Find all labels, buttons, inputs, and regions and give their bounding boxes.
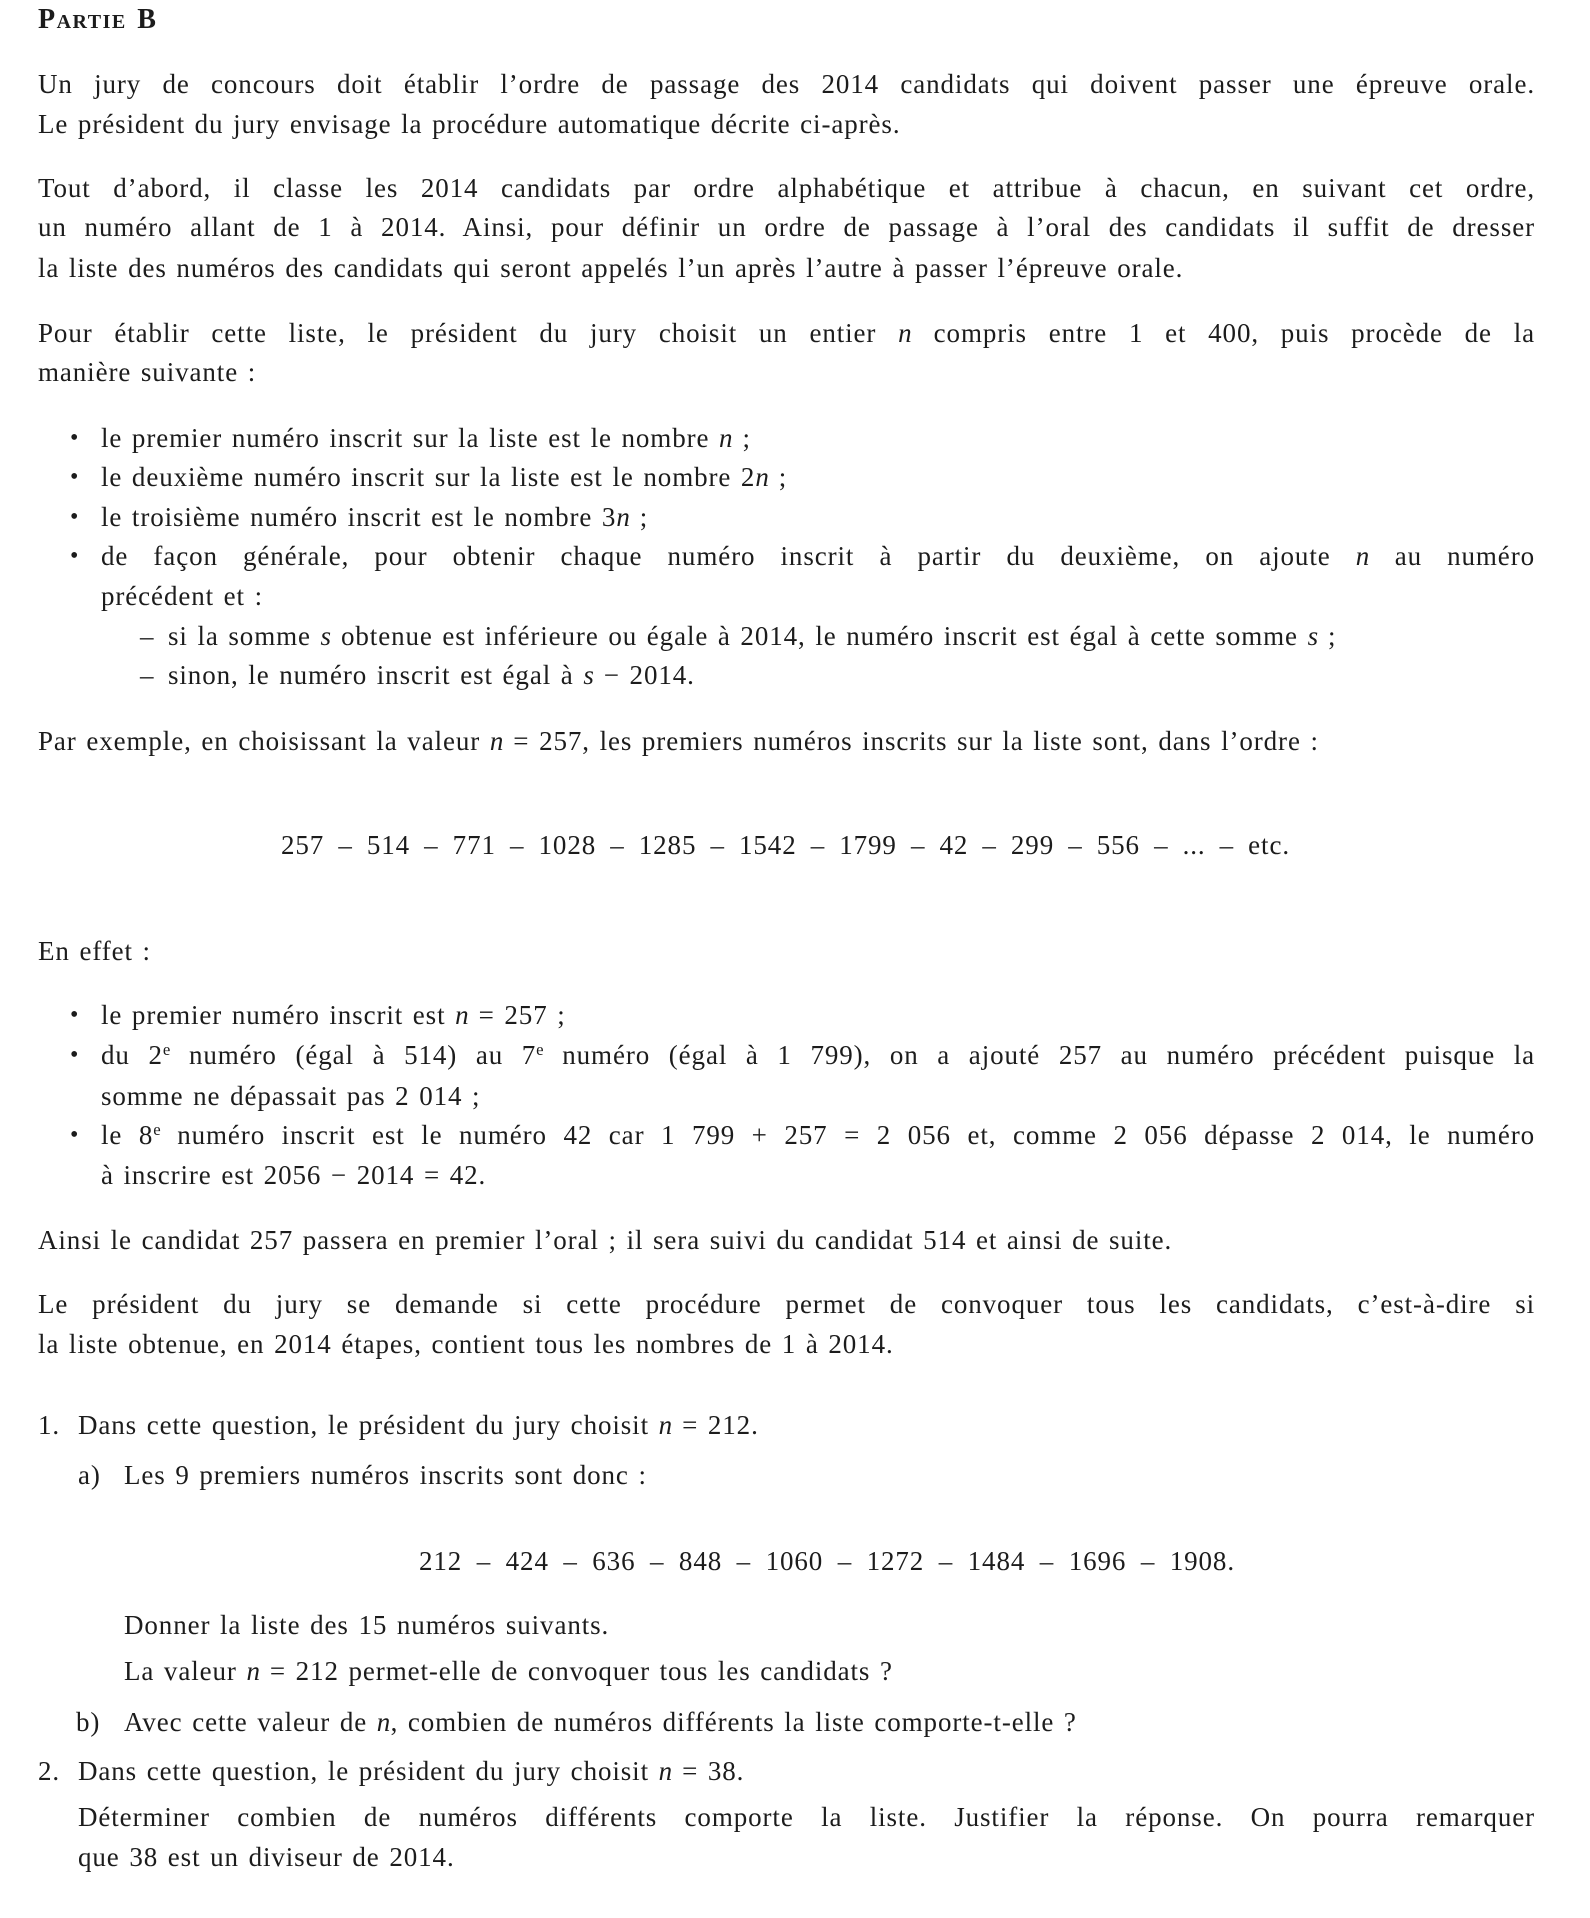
text-segment: numéro (égal à 514) au 7 — [170, 1040, 537, 1070]
bullet-icon: • — [70, 1042, 80, 1068]
list-item-text — [101, 501, 648, 533]
text-segment: = 38. — [672, 1756, 745, 1786]
question-text — [78, 1409, 759, 1441]
list-item-text — [101, 540, 1535, 572]
bullet-icon: • — [70, 425, 80, 451]
text-segment: La valeur — [124, 1656, 247, 1686]
paragraph-line — [38, 211, 1535, 243]
math-variable: n — [719, 423, 733, 453]
text-segment: du 2 — [101, 1040, 163, 1070]
text-segment: la liste des numéros des candidats qui seront appelés l’un après l’autre à passer l’épreuve orale. — [38, 253, 1184, 283]
text-segment: Donner la liste des 15 numéros suivants. — [124, 1610, 610, 1640]
text-segment: Dans cette question, le président du jury choisit — [78, 1756, 659, 1786]
list-item-text — [101, 999, 566, 1031]
list-item-text — [101, 1119, 1535, 1155]
instruction-text — [124, 1655, 893, 1687]
math-variable: n — [755, 462, 770, 492]
text-segment: somme ne dépassait pas 2 014 ; — [101, 1081, 481, 1111]
en-effet-label — [38, 935, 151, 967]
text-segment: précédent et : — [101, 581, 264, 611]
text-segment: Un jury de concours doit établir l’ordre de passage des 2014 candidats qui doivent passer une épreuve orale. — [38, 69, 1535, 99]
paragraph-line — [38, 252, 1183, 284]
text-segment: que 38 est un diviseur de 2014. — [78, 1842, 455, 1872]
instruction-text — [78, 1801, 1535, 1833]
text-segment: Ainsi le candidat 257 passera en premier l’oral ; il sera suivi du candidat 514 et ainsi de suite. — [38, 1225, 1173, 1255]
math-variable: n — [1355, 541, 1370, 571]
math-variable: s — [1307, 621, 1319, 651]
sub-list-item-text — [168, 659, 695, 691]
text-segment: Par exemple, en choisissant la valeur — [38, 726, 490, 756]
question-number: 2. — [38, 1756, 61, 1786]
text-segment: ; — [1318, 621, 1337, 651]
math-variable: n — [658, 1410, 673, 1440]
ordinal-superscript: e — [536, 1039, 544, 1059]
sub-question-text — [124, 1706, 1077, 1738]
sub-question-text — [124, 1459, 647, 1491]
text-segment: sinon, le numéro inscrit est égal à — [168, 660, 584, 690]
conclusion-paragraph — [38, 1224, 1172, 1256]
bullet-icon: • — [70, 504, 80, 530]
list-item-text — [101, 580, 263, 612]
math-variable: n — [246, 1656, 261, 1686]
bullet-icon: • — [70, 543, 80, 569]
instruction-text — [78, 1841, 455, 1873]
text-segment: = 257 ; — [468, 1000, 566, 1030]
text-segment: Les 9 premiers numéros inscrits sont donc : — [124, 1460, 647, 1490]
example-sequence — [281, 829, 1290, 861]
text-segment: le premier numéro inscrit est — [101, 1000, 456, 1030]
text-segment: , combien de numéros différents la liste comporte-t-elle ? — [390, 1707, 1077, 1737]
text-segment: 257 – 514 – 771 – 1028 – 1285 – 1542 – 1799 – 42 – 299 – 556 – ... – etc. — [281, 830, 1290, 860]
bullet-icon: • — [70, 464, 80, 490]
math-variable: n — [376, 1707, 391, 1737]
text-segment: le premier numéro inscrit sur la liste est le nombre — [101, 423, 720, 453]
text-segment: de façon générale, pour obtenir chaque numéro inscrit à partir du deuxième, on ajoute — [101, 541, 1356, 571]
ordinal-superscript: e — [162, 1039, 171, 1059]
ordinal-superscript: e — [153, 1119, 161, 1139]
bullet-icon: • — [70, 1122, 80, 1148]
instruction-text — [124, 1609, 609, 1641]
text-segment: Le président du jury se demande si cette procédure permet de convoquer tous les candidats, c’est-à-dire si — [38, 1289, 1535, 1319]
paragraph-line — [38, 68, 1535, 100]
text-segment: à inscrire est 2056 − 2014 = 42. — [101, 1160, 487, 1190]
text-segment: obtenue est inférieure ou égale à 2014, le numéro inscrit est égal à cette somme — [331, 621, 1308, 651]
paragraph-line — [38, 356, 256, 388]
text-segment: le 8 — [101, 1120, 154, 1150]
text-segment: Déterminer combien de numéros différents comporte la liste. Justifier la réponse. On pourra remarquer — [78, 1802, 1535, 1832]
question-number: 1. — [38, 1410, 61, 1440]
sub-list-item-text — [168, 620, 1336, 652]
question-text — [78, 1755, 744, 1787]
bullet-icon: • — [70, 1002, 80, 1028]
math-variable: s — [320, 621, 332, 651]
math-variable: n — [489, 726, 504, 756]
paragraph-line — [38, 172, 1535, 204]
list-item-text — [101, 1159, 486, 1191]
text-segment: un numéro allant de 1 à 2014. Ainsi, pour définir un ordre de passage à l’oral des candidats il suffit de dresser — [38, 212, 1535, 242]
text-segment: Tout d’abord, il classe les 2014 candidats par ordre alphabétique et attribue à chacun, en suivant cet ordre, — [38, 173, 1535, 203]
text-segment: ; — [769, 462, 788, 492]
paragraph-line — [38, 1328, 894, 1360]
text-segment: Le président du jury envisage la procédure automatique décrite ci-après. — [38, 109, 901, 139]
math-variable: s — [583, 660, 595, 690]
text-segment: si la somme — [168, 621, 321, 651]
text-segment: compris entre 1 et 400, puis procède de la — [911, 318, 1535, 348]
paragraph-line — [38, 317, 1535, 349]
text-segment: = 212 permet-elle de convoquer tous les candidats ? — [260, 1656, 893, 1686]
text-segment: En effet : — [38, 936, 151, 966]
math-variable: n — [616, 502, 631, 532]
sub-question-label: b) — [76, 1707, 101, 1737]
text-segment: la liste obtenue, en 2014 étapes, contient tous les nombres de 1 à 2014. — [38, 1329, 894, 1359]
text-segment: = 257, les premiers numéros inscrits sur la liste sont, dans l’ordre : — [503, 726, 1319, 756]
text-segment: ; — [732, 423, 751, 453]
math-variable: n — [898, 318, 912, 348]
list-item-text — [101, 422, 751, 454]
given-sequence — [419, 1545, 1235, 1577]
text-segment: 212 – 424 – 636 – 848 – 1060 – 1272 – 1484 – 1696 – 1908. — [419, 1546, 1235, 1576]
paragraph-line — [38, 1288, 1535, 1320]
text-segment: Pour établir cette liste, le président du jury choisit un entier — [38, 318, 899, 348]
text-segment: manière suivante : — [38, 357, 257, 387]
paragraph-line — [38, 108, 900, 140]
math-variable: n — [658, 1756, 673, 1786]
dash-icon: – — [140, 621, 155, 651]
dash-icon: – — [140, 660, 155, 690]
math-variable: n — [455, 1000, 469, 1030]
text-segment: numéro inscrit est le numéro 42 car 1 799 + 257 = 2 056 et, comme 2 056 dépasse 2 014, le numéro — [160, 1120, 1535, 1150]
text-segment: le troisième numéro inscrit est le nombre 3 — [101, 502, 617, 532]
text-segment: Dans cette question, le président du jury choisit — [78, 1410, 659, 1440]
text-segment: Avec cette valeur de — [124, 1707, 377, 1737]
list-item-text — [101, 1039, 1535, 1075]
text-segment: au numéro — [1369, 541, 1535, 571]
list-item-text — [101, 1080, 480, 1112]
text-segment: numéro (égal à 1 799), on a ajouté 257 au numéro précédent puisque la — [543, 1040, 1536, 1070]
text-segment: = 212. — [672, 1410, 759, 1440]
example-intro — [38, 725, 1319, 757]
section-heading: Partie B — [38, 4, 158, 35]
sub-question-label: a) — [78, 1460, 101, 1490]
text-segment: ; — [630, 502, 649, 532]
list-item-text — [101, 461, 787, 493]
text-segment: le deuxième numéro inscrit sur la liste est le nombre 2 — [101, 462, 756, 492]
text-segment: − 2014. — [594, 660, 695, 690]
